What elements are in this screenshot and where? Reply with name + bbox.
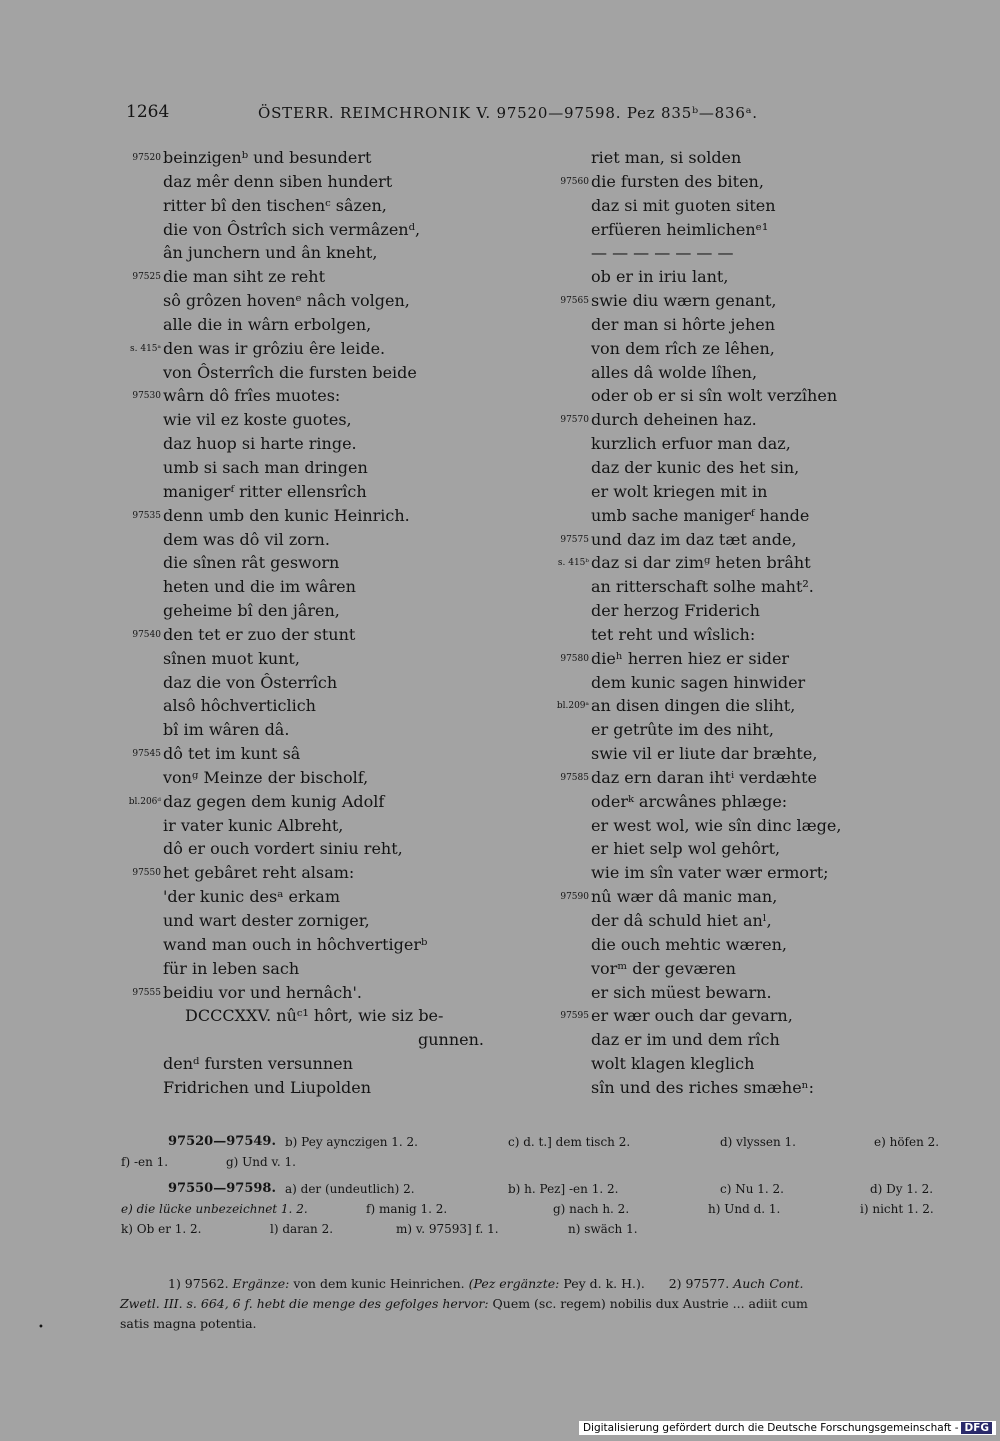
verse-line bbox=[163, 814, 523, 838]
verse-line bbox=[591, 671, 881, 695]
verse-text: alle die in wârn erbolgen, bbox=[163, 314, 372, 334]
verse-text: wolt klagen kleglich bbox=[591, 1054, 755, 1074]
verse-text: daz ern daran ihtⁱ verdæhte bbox=[591, 767, 817, 787]
verse-text: umb sache manigerᶠ hande bbox=[591, 505, 810, 525]
verse-text: kurzlich erfuor man daz, bbox=[591, 434, 791, 454]
explanatory-notes bbox=[120, 1274, 950, 1334]
line-marker: bl.209ᵃ bbox=[556, 701, 589, 712]
verse-line bbox=[591, 790, 881, 814]
verse-line bbox=[591, 218, 881, 242]
verse-line bbox=[163, 408, 523, 432]
verse-line bbox=[163, 933, 523, 957]
verse-line bbox=[591, 337, 881, 361]
verse-line bbox=[560, 647, 881, 671]
apparatus-entry: m) v. 97593] f. 1. bbox=[396, 1222, 499, 1236]
verse-line bbox=[163, 766, 523, 790]
line-marker: s. 415ᵇ bbox=[557, 558, 589, 569]
verse-line bbox=[591, 933, 881, 957]
verse-line bbox=[163, 647, 523, 671]
dfg-logo: DFG bbox=[961, 1422, 992, 1434]
verse-line bbox=[591, 814, 881, 838]
verse-text: gunnen. bbox=[418, 1030, 485, 1050]
verse-line bbox=[560, 170, 881, 194]
apparatus-range-2: 97550—97598. bbox=[168, 1181, 276, 1196]
verse-text: er hiet selp wol gehôrt, bbox=[591, 839, 781, 859]
verse-text: vonᵍ Meinze der bischolf, bbox=[163, 767, 369, 787]
verse-line bbox=[557, 551, 881, 575]
verse-text: erfüeren heimlichenᵉ¹ bbox=[591, 219, 769, 239]
line-marker: 97590 bbox=[560, 892, 589, 903]
note-text: von dem kunic Heinrichen. bbox=[293, 1276, 465, 1291]
verse-text: vorᵐ der geværen bbox=[591, 958, 736, 978]
apparatus-entry: g) nach h. 2. bbox=[553, 1202, 630, 1216]
verse-text: alles dâ wolde lîhen, bbox=[591, 362, 758, 382]
verse-text: ân junchern und ân kneht, bbox=[163, 243, 378, 263]
verse-line bbox=[591, 241, 881, 265]
verse-text: denn umb den kunic Heinrich. bbox=[163, 505, 410, 525]
line-marker: 97570 bbox=[560, 415, 589, 426]
verse-text: die sînen rât gesworn bbox=[163, 553, 340, 573]
verse-text: alsô hôchverticlich bbox=[163, 696, 316, 716]
verse-text: die ouch mehtic wæren, bbox=[591, 934, 787, 954]
verse-text: von Ôsterrîch die fursten beide bbox=[163, 362, 417, 382]
verse-text: geheime bî den jâren, bbox=[163, 601, 340, 621]
verse-text: bî im wâren dâ. bbox=[163, 720, 290, 740]
apparatus-entry: c) d. t.] dem tisch 2. bbox=[508, 1135, 631, 1149]
verse-line bbox=[163, 575, 523, 599]
verse-line bbox=[163, 241, 523, 265]
verse-text: Fridrichen und Liupolden bbox=[163, 1077, 371, 1097]
verse-line bbox=[591, 599, 881, 623]
verse-text: an disen dingen die sliht, bbox=[591, 696, 796, 716]
verse-text: den tet er zuo der stunt bbox=[163, 624, 356, 644]
verse-text: und wart dester zorniger, bbox=[163, 911, 370, 930]
verse-line bbox=[132, 146, 523, 170]
verse-line bbox=[132, 504, 523, 528]
note-text: satis magna potentia. bbox=[120, 1316, 257, 1331]
verse-line bbox=[163, 1004, 523, 1028]
apparatus-entry: f) -en 1. bbox=[121, 1155, 169, 1169]
apparatus-entry: b) h. Pez] -en 1. 2. bbox=[508, 1182, 619, 1196]
verse-text: tet reht und wîslich: bbox=[591, 624, 756, 644]
verse-text: swie vil er liute dar bræhte, bbox=[591, 744, 818, 764]
apparatus-entry: g) Und v. 1. bbox=[226, 1155, 296, 1169]
apparatus-entry: c) Nu 1. 2. bbox=[720, 1182, 784, 1196]
verse-line bbox=[591, 837, 881, 861]
verse-text: dô tet im kunt sâ bbox=[163, 744, 301, 764]
verse-line bbox=[591, 1028, 881, 1052]
verse-text: an ritterschaft solhe maht². bbox=[591, 577, 814, 597]
line-marker: 97550 bbox=[132, 868, 161, 879]
verse-line bbox=[163, 361, 523, 385]
line-marker: 97560 bbox=[560, 176, 589, 187]
verse-text: daz si mit guoten siten bbox=[591, 195, 776, 215]
apparatus-entry: e) höfen 2. bbox=[874, 1135, 940, 1149]
verse-text: er west wol, wie sîn dinc læge, bbox=[591, 815, 842, 835]
verse-line bbox=[591, 575, 881, 599]
verse-text: umb si sach man dringen bbox=[163, 457, 368, 477]
apparatus-entry: d) Dy 1. 2. bbox=[870, 1182, 934, 1196]
line-marker: bl.206ᵈ bbox=[128, 796, 161, 807]
verse-text: oder ob er si sîn wolt verzîhen bbox=[591, 386, 838, 406]
verse-text: ob er in iriu lant, bbox=[591, 267, 729, 287]
verse-line bbox=[163, 671, 523, 695]
verse-line bbox=[163, 599, 523, 623]
verse-text: riet man, si solden bbox=[591, 148, 742, 167]
verse-line bbox=[163, 289, 523, 313]
verse-line bbox=[132, 265, 523, 289]
verse-line bbox=[591, 1052, 881, 1076]
stray-mark: • bbox=[38, 1322, 44, 1333]
verse-text: beinzigenᵇ und besundert bbox=[163, 148, 372, 167]
verse-line bbox=[591, 504, 881, 528]
verse-text: er wolt kriegen mit in bbox=[591, 481, 768, 501]
verse-line bbox=[163, 528, 523, 552]
verse-line bbox=[163, 909, 523, 933]
verse-text: daz die von Ôsterrîch bbox=[163, 672, 338, 692]
verse-line bbox=[560, 528, 881, 552]
verse-line bbox=[591, 909, 881, 933]
verse-text: sînen muot kunt, bbox=[163, 648, 300, 668]
verse-line bbox=[163, 218, 523, 242]
verse-text: daz mêr denn siben hundert bbox=[163, 171, 393, 191]
apparatus-entry: h) Und d. 1. bbox=[708, 1202, 781, 1216]
verse-text: durch deheinen haz. bbox=[591, 410, 757, 430]
verse-text: den was ir grôziu êre leide. bbox=[163, 338, 386, 358]
verse-text: 'der kunic desᵃ erkam bbox=[163, 887, 341, 907]
verse-text: — — — — — — — bbox=[591, 243, 734, 263]
right-verse-column bbox=[556, 146, 881, 1100]
left-verse-column bbox=[128, 146, 523, 1100]
digitization-credit bbox=[579, 1421, 996, 1435]
verse-line bbox=[591, 981, 881, 1005]
verse-text: der herzog Friderich bbox=[591, 601, 760, 621]
verse-text: dem was dô vil zorn. bbox=[163, 529, 330, 549]
apparatus-entry: f) manig 1. 2. bbox=[366, 1202, 448, 1216]
apparatus-entry: k) Ob er 1. 2. bbox=[121, 1222, 202, 1236]
apparatus-entry: i) nicht 1. 2. bbox=[860, 1202, 934, 1216]
verse-line bbox=[163, 432, 523, 456]
verse-line bbox=[163, 194, 523, 218]
verse-line bbox=[128, 790, 523, 814]
verse-line bbox=[591, 384, 881, 408]
verse-text: dô er ouch vordert siniu reht, bbox=[163, 839, 403, 859]
verse-line bbox=[591, 742, 881, 766]
verse-line bbox=[591, 480, 881, 504]
verse-line bbox=[163, 480, 523, 504]
verse-text: denᵈ fursten versunnen bbox=[163, 1054, 353, 1074]
verse-text: für in leben sach bbox=[163, 958, 300, 978]
verse-text: manigerᶠ ritter ellensrîch bbox=[163, 481, 367, 501]
verse-text: wie vil ez koste guotes, bbox=[163, 410, 352, 430]
verse-text: er getrûte im des niht, bbox=[591, 720, 774, 740]
apparatus-entry: d) vlyssen 1. bbox=[720, 1135, 796, 1149]
verse-line bbox=[591, 623, 881, 647]
verse-text: beidiu vor und hernâch'. bbox=[163, 982, 362, 1002]
line-marker: 97520 bbox=[132, 153, 161, 163]
verse-line bbox=[163, 1028, 523, 1052]
verse-text: dem kunic sagen hinwider bbox=[591, 672, 806, 692]
line-marker: 97575 bbox=[560, 534, 589, 545]
verse-text: daz huop si harte ringe. bbox=[163, 434, 357, 454]
verse-line bbox=[163, 1052, 523, 1076]
verse-line bbox=[163, 313, 523, 337]
verse-line bbox=[163, 837, 523, 861]
verse-text: daz der kunic des het sin, bbox=[591, 457, 800, 477]
note-text: Auch Cont. bbox=[733, 1276, 804, 1291]
verse-line bbox=[591, 456, 881, 480]
line-marker: 97595 bbox=[560, 1011, 589, 1022]
verse-line bbox=[591, 718, 881, 742]
verse-line bbox=[591, 432, 881, 456]
note-text: Pey d. k. H.). bbox=[563, 1276, 645, 1291]
verse-text: die von Ôstrîch sich vermâzenᵈ, bbox=[163, 219, 421, 239]
verse-line bbox=[163, 551, 523, 575]
verse-line bbox=[560, 1004, 881, 1028]
verse-line bbox=[560, 766, 881, 790]
verse-text: ritter bî den tischenᶜ sâzen, bbox=[163, 195, 387, 215]
note-label: 1) 97562. bbox=[168, 1276, 229, 1291]
verse-text: daz si dar zimᵍ heten brâht bbox=[591, 553, 811, 573]
note-label: 2) 97577. bbox=[668, 1276, 730, 1291]
verse-line bbox=[591, 146, 881, 170]
line-marker: 97535 bbox=[132, 510, 161, 521]
verse-line bbox=[560, 289, 881, 313]
line-marker: s. 415ᵃ bbox=[130, 343, 161, 354]
line-marker: 97580 bbox=[560, 653, 589, 664]
verse-line bbox=[560, 408, 881, 432]
note-text: Zwetl. III. s. 664, 6 f. hebt die menge des gefolges hervor: bbox=[120, 1296, 489, 1311]
verse-text: dieʰ herren hiez er sider bbox=[591, 648, 790, 668]
note-text: Quem (sc. regem) nobilis dux Austrie ... adiit cum bbox=[492, 1296, 808, 1311]
line-marker: 97545 bbox=[132, 749, 161, 760]
verse-text: ir vater kunic Albreht, bbox=[163, 815, 344, 835]
verse-line bbox=[132, 861, 523, 885]
verse-text: swie diu wærn genant, bbox=[591, 291, 777, 311]
credit-text: Digitalisierung gefördert durch die Deutsche Forschungsgemeinschaft - bbox=[582, 1422, 959, 1434]
verse-line bbox=[591, 361, 881, 385]
verse-text: der man si hôrte jehen bbox=[591, 314, 776, 334]
verse-text: het gebâret reht alsam: bbox=[163, 863, 355, 883]
verse-line bbox=[163, 1076, 523, 1100]
verse-line bbox=[163, 957, 523, 981]
verse-line bbox=[132, 623, 523, 647]
verse-line bbox=[163, 694, 523, 718]
verse-text: daz er im und dem rîch bbox=[591, 1030, 780, 1050]
note-text: (Pez ergänzte: bbox=[468, 1276, 560, 1291]
line-marker: 97530 bbox=[132, 391, 161, 402]
verse-line bbox=[163, 456, 523, 480]
verse-text: er wær ouch dar gevarn, bbox=[591, 1006, 793, 1026]
verse-text: wie im sîn vater wær ermort; bbox=[591, 863, 829, 883]
verse-line bbox=[163, 718, 523, 742]
apparatus-entry: a) der (undeutlich) 2. bbox=[285, 1182, 415, 1196]
verse-text: nû wær dâ manic man, bbox=[591, 887, 778, 907]
verse-line bbox=[591, 194, 881, 218]
verse-line bbox=[163, 170, 523, 194]
verse-line bbox=[132, 742, 523, 766]
verse-line bbox=[591, 861, 881, 885]
verse-text: wârn dô frîes muotes: bbox=[163, 386, 341, 406]
line-marker: 97555 bbox=[132, 987, 161, 998]
running-head: ÖSTERR. REIMCHRONIK V. 97520—97598. Pez 835ᵇ—836ᵃ. bbox=[258, 104, 758, 122]
verse-text: DCCCXXV. nûᶜ¹ hôrt, wie siz be- bbox=[185, 1006, 444, 1026]
verse-line bbox=[556, 694, 881, 718]
verse-text: wand man ouch in hôchvertigerᵇ bbox=[163, 934, 428, 954]
verse-text: daz gegen dem kunig Adolf bbox=[163, 791, 385, 811]
verse-line bbox=[591, 1076, 881, 1100]
verse-line bbox=[591, 957, 881, 981]
verse-text: und daz im daz tæt ande, bbox=[591, 529, 797, 549]
verse-line bbox=[591, 313, 881, 337]
apparatus-entry: n) swäch 1. bbox=[568, 1222, 638, 1236]
verse-text: sô grôzen hovenᵉ nâch volgen, bbox=[163, 291, 410, 311]
note-text: Ergänze: bbox=[232, 1276, 290, 1291]
verse-text: die fursten des biten, bbox=[591, 171, 764, 191]
verse-text: der dâ schuld hiet anˡ, bbox=[591, 911, 772, 930]
verse-line bbox=[163, 885, 523, 909]
verse-text: er sich müest bewarn. bbox=[591, 982, 772, 1002]
apparatus-entry: e) die lücke unbezeichnet 1. 2. bbox=[121, 1202, 308, 1216]
verse-text: von dem rîch ze lêhen, bbox=[591, 338, 775, 358]
verse-line bbox=[130, 337, 523, 361]
verse-line bbox=[591, 265, 881, 289]
apparatus-range-1: 97520—97549. bbox=[168, 1134, 276, 1149]
page-number: 1264 bbox=[126, 102, 170, 122]
verse-text: oderᵏ arcwânes phlæge: bbox=[591, 791, 788, 811]
apparatus-entry: l) daran 2. bbox=[270, 1222, 334, 1236]
line-marker: 97565 bbox=[560, 296, 589, 307]
line-marker: 97585 bbox=[560, 772, 589, 783]
verse-text: die man siht ze reht bbox=[163, 267, 325, 287]
verse-line bbox=[560, 885, 881, 909]
line-marker: 97540 bbox=[132, 629, 161, 640]
verse-line bbox=[132, 981, 523, 1005]
verse-line bbox=[132, 384, 523, 408]
line-marker: 97525 bbox=[132, 272, 161, 283]
apparatus-entry: b) Pey aynczigen 1. 2. bbox=[285, 1135, 418, 1149]
verse-text: sîn und des riches smæheⁿ: bbox=[591, 1077, 814, 1097]
verse-text: heten und die im wâren bbox=[163, 577, 356, 597]
